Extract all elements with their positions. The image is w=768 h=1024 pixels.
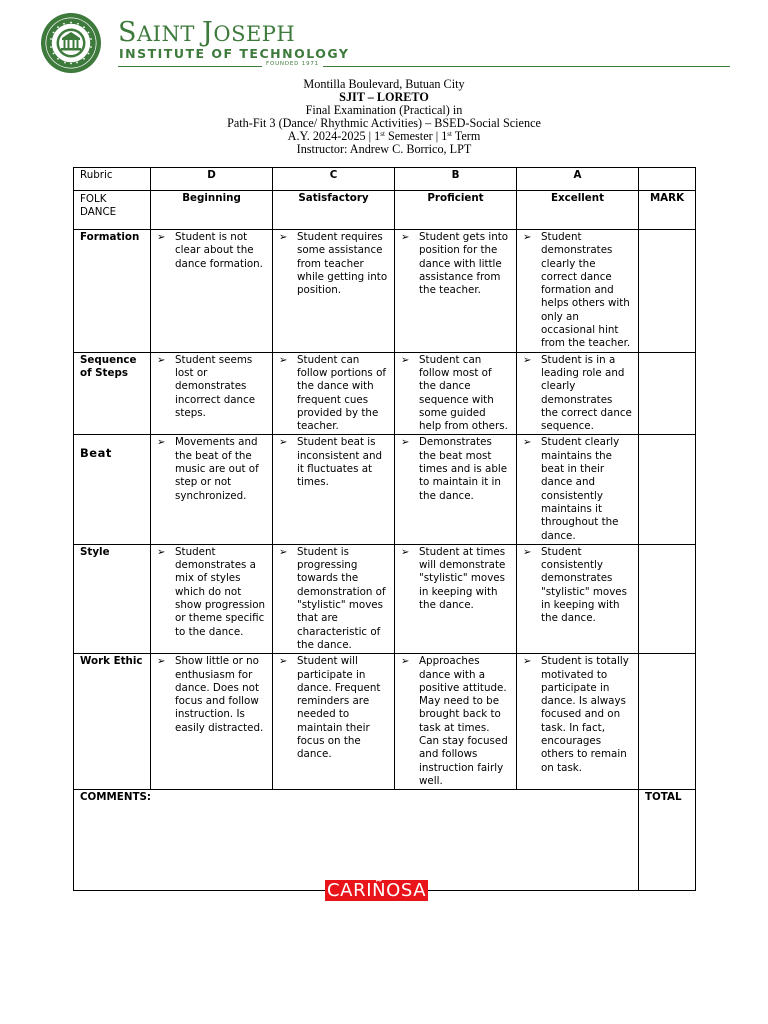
course-name: Path-Fit 3 (Dance/ Rhythmic Activities) – BSED-Social Science bbox=[227, 115, 541, 130]
cell-c: ➢ Student requires some assistance from teacher while getting into position. bbox=[273, 230, 395, 353]
academic-year: A.Y. 2024-2025 | 1st Semester | 1st Term bbox=[287, 128, 481, 143]
arrow-bullet-icon: ➢ bbox=[523, 354, 532, 366]
cell-d: ➢ Movements and the beat of the music are out of step or not synchronized. bbox=[151, 435, 273, 544]
header-row-labels bbox=[74, 191, 696, 230]
arrow-bullet-icon: ➢ bbox=[523, 546, 532, 558]
letterhead-rule bbox=[118, 66, 730, 67]
cell-a: ➢ Student consistently demonstrates "stylistic" moves in keeping with the dance. bbox=[517, 544, 639, 653]
criterion-formation: Formation bbox=[74, 230, 151, 353]
comments-label: COMMENTS: bbox=[80, 791, 152, 804]
school-subtitle: INSTITUTE OF TECHNOLOGY bbox=[119, 46, 350, 61]
table-row bbox=[74, 654, 696, 790]
mark-cell[interactable] bbox=[639, 654, 696, 790]
founded-label: FOUNDED 1971 bbox=[262, 61, 323, 67]
arrow-bullet-icon: ➢ bbox=[523, 437, 532, 449]
cell-b: ➢ Approaches dance with a positive attitude. May need to be brought back to task at times. Can stay focused and follows instruction fairly well. bbox=[395, 654, 517, 790]
cell-d: ➢ Show little or no enthusiasm for dance. Does not focus and follow instruction. Is easily distracted. bbox=[151, 654, 273, 790]
exam-heading bbox=[0, 78, 768, 155]
total-field[interactable] bbox=[639, 790, 696, 891]
criterion-sequence: Sequence of Steps bbox=[74, 352, 151, 435]
arrow-bullet-icon: ➢ bbox=[157, 354, 166, 366]
criterion-beat: Beat bbox=[74, 435, 151, 544]
cell-c: ➢ Student will participate in dance. Frequent reminders are needed to maintain their focus on the dance. bbox=[273, 654, 395, 790]
cell-b: ➢ Student at times will demonstrate "stylistic" moves in keeping with the dance. bbox=[395, 544, 517, 653]
letterhead bbox=[38, 12, 730, 74]
dance-type-label: FOLK DANCE bbox=[74, 191, 151, 230]
rubric-label: Rubric bbox=[74, 168, 151, 191]
arrow-bullet-icon: ➢ bbox=[523, 656, 532, 668]
cell-b: ➢ Demonstrates the beat most times and is able to maintain it in the dance. bbox=[395, 435, 517, 544]
cell-c: ➢ Student beat is inconsistent and it fluctuates at times. bbox=[273, 435, 395, 544]
arrow-bullet-icon: ➢ bbox=[157, 656, 166, 668]
arrow-bullet-icon: ➢ bbox=[157, 437, 166, 449]
arrow-bullet-icon: ➢ bbox=[401, 354, 410, 366]
criterion-work-ethic: Work Ethic bbox=[74, 654, 151, 790]
cell-d: ➢ Student is not clear about the dance formation. bbox=[151, 230, 273, 353]
mark-label: MARK bbox=[639, 191, 696, 230]
rubric-table bbox=[73, 167, 696, 891]
total-label: TOTAL bbox=[645, 791, 682, 804]
cell-a: ➢ Student demonstrates clearly the correct dance formation and helps others with only an occasional hint from the teacher. bbox=[517, 230, 639, 353]
level-a: A bbox=[517, 168, 639, 191]
arrow-bullet-icon: ➢ bbox=[157, 546, 166, 558]
table-row bbox=[74, 544, 696, 653]
proficient-label: Proficient bbox=[395, 191, 517, 230]
address: Montilla Boulevard, Butuan City bbox=[303, 77, 465, 91]
arrow-bullet-icon: ➢ bbox=[279, 354, 288, 366]
cell-d: ➢ Student demonstrates a mix of styles which do not show progression or theme specific to the dance. bbox=[151, 544, 273, 653]
arrow-bullet-icon: ➢ bbox=[279, 546, 288, 558]
table-row bbox=[74, 352, 696, 435]
cell-c: ➢ Student is progressing towards the demonstration of "stylistic" moves that are characteristic of the dance. bbox=[273, 544, 395, 653]
satisfactory-label: Satisfactory bbox=[273, 191, 395, 230]
cell-b: ➢ Student gets into position for the dance with little assistance from the teacher. bbox=[395, 230, 517, 353]
instructor: Instructor: Andrew C. Borrico, LPT bbox=[296, 141, 472, 156]
level-c: C bbox=[273, 168, 395, 191]
school-name: SAINT JOSEPH bbox=[118, 17, 296, 48]
table-row bbox=[74, 435, 696, 544]
arrow-bullet-icon: ➢ bbox=[523, 232, 532, 243]
arrow-bullet-icon: ➢ bbox=[279, 232, 288, 243]
school-seal-logo bbox=[38, 12, 104, 74]
cell-a: ➢ Student is in a leading role and clearly demonstrates the correct dance sequence. bbox=[517, 352, 639, 435]
header-row-levels bbox=[74, 168, 696, 191]
dance-name-label: CARIÑOSA bbox=[327, 880, 427, 901]
mark-cell[interactable] bbox=[639, 230, 696, 353]
arrow-bullet-icon: ➢ bbox=[401, 437, 410, 449]
comments-row bbox=[74, 790, 696, 891]
table-row bbox=[74, 230, 696, 353]
arrow-bullet-icon: ➢ bbox=[401, 546, 410, 558]
arrow-bullet-icon: ➢ bbox=[279, 437, 288, 449]
mark-cell[interactable] bbox=[639, 435, 696, 544]
level-d: D bbox=[151, 168, 273, 191]
comments-field[interactable] bbox=[74, 790, 639, 891]
arrow-bullet-icon: ➢ bbox=[157, 232, 166, 243]
cell-c: ➢ Student can follow portions of the dance with frequent cues provided by the teacher. bbox=[273, 352, 395, 435]
excellent-label: Excellent bbox=[517, 191, 639, 230]
exam-title: Final Examination (Practical) in bbox=[305, 102, 463, 117]
cell-b: ➢ Student can follow most of the dance sequence with some guided help from others. bbox=[395, 352, 517, 435]
arrow-bullet-icon: ➢ bbox=[401, 656, 410, 668]
cell-a: ➢ Student is totally motivated to participate in dance. Is always focused and on task. In fact, encourages others to remain on task. bbox=[517, 654, 639, 790]
criterion-style: Style bbox=[74, 544, 151, 653]
campus: SJIT – LORETO bbox=[339, 89, 429, 104]
beginning-label: Beginning bbox=[151, 191, 273, 230]
mark-cell[interactable] bbox=[639, 544, 696, 653]
cell-d: ➢ Student seems lost or demonstrates incorrect dance steps. bbox=[151, 352, 273, 435]
blank-header-cell bbox=[639, 168, 696, 191]
arrow-bullet-icon: ➢ bbox=[279, 656, 288, 668]
mark-cell[interactable] bbox=[639, 352, 696, 435]
level-b: B bbox=[395, 168, 517, 191]
arrow-bullet-icon: ➢ bbox=[401, 232, 410, 243]
cell-a: ➢ Student clearly maintains the beat in their dance and consistently maintains it throughout the dance. bbox=[517, 435, 639, 544]
